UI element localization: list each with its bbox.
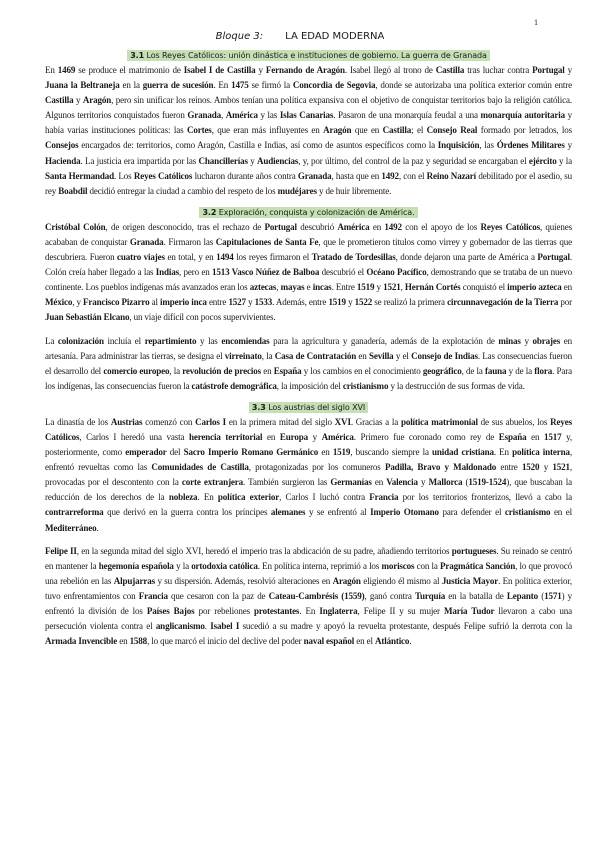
section-title: Exploración, conquista y colonización de América. bbox=[218, 207, 415, 217]
bold-term: incas bbox=[312, 282, 332, 293]
bold-term: Castilla bbox=[45, 95, 74, 106]
bold-term: contrarreforma bbox=[45, 507, 104, 518]
paragraph: La colonización incluía el repartimiento y las encomiendas para la agricultura y ganadería, además de la explotación de minas y obrajes en artesanía. Para administrar las tierras, se designa el virreinato, la Casa de Contratación en Sevilla y el Consejo de Indias. Las consecuencias fueron el desarrollo del comercio europeo, la revolución de precios en España y los cambios en el conocimiento geográfico, de la fauna y de la flora. Para los indígenas, las consecuencias fueron la catástrofe demográfica, la imposición del cristianismo y la destrucción de sus formas de vida. bbox=[45, 335, 573, 391]
bold-term: Castilla bbox=[435, 65, 465, 75]
bold-term: 1519 bbox=[332, 447, 351, 458]
bold-term: Órdenes Militares bbox=[496, 140, 565, 151]
page-number: 1 bbox=[534, 18, 538, 27]
bold-term: Padilla, Bravo y Maldonado bbox=[384, 462, 497, 473]
bold-term: Aragón bbox=[332, 575, 361, 586]
bold-term: 1571 bbox=[544, 590, 562, 601]
bold-term: colonización bbox=[57, 335, 104, 346]
bold-term: naval español bbox=[303, 636, 355, 647]
bold-term: nobleza bbox=[168, 492, 198, 503]
bold-term: Felipe II bbox=[45, 545, 77, 556]
bold-term: México bbox=[45, 297, 73, 308]
bold-term: Mediterráneo bbox=[45, 522, 97, 533]
bold-term: Chancillerías bbox=[198, 155, 248, 166]
paragraph: Felipe II, en la segunda mitad del siglo XVI, heredó el imperio tras la abdicación de su padre, añadiendo territorios portugueses. Su reinado se centró en mantener la hegemonía española y la ortodoxia católica. En política interna, reprimió a los moriscos con la Pragmática Sanción, lo que provocó una rebelión en las Alpujarras y su dispersión. Además, resolvió alteraciones en Aragón eligiendo él mismo al Justicia Mayor. En política exterior, tuvo enfrentamientos con Francia que cesaron con la paz de Cateau-Cambrésis (1559), ganó contra Turquía en la batalla de Lepanto (1571) y enfrentó la división de los Países Bajos por rebeliones protestantes. En Inglaterra, Felipe II y su mujer María Tudor llevaron a cabo una persecución violenta contra el anglicanismo. Isabel I sucedió a su madre y apoyó la revuelta protestante, después Felipe sufrió la derrota con la Armada Invencible en 1588, lo que marcó el inicio del declive del poder naval español en el Atlántico. bbox=[45, 545, 573, 647]
bold-term: flora bbox=[534, 365, 553, 376]
bold-term: Armada Invencible bbox=[45, 636, 118, 647]
bold-term: Atlántico bbox=[374, 636, 410, 647]
bold-term: Granada bbox=[297, 170, 332, 181]
bold-term: Santa Hermandad bbox=[45, 170, 115, 181]
bold-term: España bbox=[498, 431, 527, 442]
bold-term: Aragón bbox=[323, 125, 352, 136]
bold-term: cristianismo bbox=[342, 380, 389, 391]
bold-term: Boabdil bbox=[58, 185, 88, 196]
bold-term: anglicanismo bbox=[155, 621, 205, 632]
bold-term: 1492 bbox=[381, 170, 399, 181]
bold-term: Comunidades de Castilla bbox=[151, 462, 249, 473]
bold-term: 1521 bbox=[552, 462, 570, 473]
bold-term: 1520 bbox=[521, 462, 540, 473]
bold-term: 1527 bbox=[228, 297, 246, 308]
bold-term: corte extranjera bbox=[181, 477, 244, 488]
bold-term: América bbox=[321, 431, 354, 442]
bold-term: Aragón bbox=[82, 95, 112, 106]
bold-term: Austrias bbox=[110, 416, 143, 427]
bold-term: Lepanto bbox=[506, 590, 538, 601]
bold-term: Francia bbox=[369, 492, 399, 503]
bold-term: Francisco Pizarro bbox=[83, 297, 150, 308]
bold-term: Islas Canarias bbox=[279, 110, 334, 121]
bold-term: encomiendas bbox=[221, 335, 270, 346]
document-body bbox=[45, 50, 572, 649]
bold-term: 1519 bbox=[356, 282, 375, 293]
bold-term: fauna bbox=[484, 365, 507, 376]
bold-term: herencia territorial bbox=[188, 431, 263, 442]
section-number: 3.2 bbox=[202, 207, 217, 217]
bold-term: circunnavegación de la Tierra bbox=[447, 297, 559, 308]
bold-term: Consejo de Indias bbox=[411, 350, 478, 361]
bold-term: 1513 Vasco Núñez de Balboa bbox=[211, 267, 320, 278]
bold-term: Europa bbox=[279, 431, 309, 442]
bold-term: Mallorca bbox=[428, 477, 463, 488]
bold-term: monarquía autoritaria bbox=[480, 110, 565, 121]
bold-term: Justicia Mayor bbox=[441, 575, 499, 586]
bold-term: Reyes Católicos bbox=[45, 416, 572, 442]
bold-term: 1533 bbox=[254, 297, 273, 308]
bold-term: Cateau-Cambrésis (1559) bbox=[268, 590, 365, 601]
bold-term: Valencia bbox=[386, 477, 418, 488]
bold-term: Alpujarras bbox=[113, 575, 155, 586]
bold-term: Carlos I bbox=[195, 416, 226, 427]
paragraph: La dinastía de los Austrias comenzó con Carlos I en la primera mitad del siglo XVI. Gracias a la política matrimonial de sus abuelos, los Reyes Católicos, Carlos I heredó una vasta herencia territorial en Europa y América. Primero fue coronado como rey de España en 1517 y, posteriormente, como emperador del Sacro Imperio Romano Germánico en 1519, buscando siempre la unidad cristiana. En política interna, enfrentó revueltas como las Comunidades de Castilla, protagonizadas por los comuneros Padilla, Bravo y Maldonado entre 1520 y 1521, provocadas por el descontento con la corte extranjera. También surgieron las Germanías en Valencia y Mallorca (1519-1524), que buscaban la reducción de los derechos de la nobleza. En política exterior, Carlos I luchó contra Francia por los territorios fronterizos, llevó a cabo la contrarreforma que derivó en la guerra contra los príncipes alemanes y se enfrentó al Imperio Otomano para defender el cristianismo en el Mediterráneo. bbox=[45, 416, 573, 533]
bold-term: mayas bbox=[280, 282, 305, 293]
bold-term: Tratado de Tordesillas bbox=[311, 252, 396, 263]
bold-term: Portugal bbox=[532, 65, 565, 75]
bold-term: Granada bbox=[129, 236, 164, 247]
bold-term: política exterior bbox=[217, 492, 280, 503]
section-heading bbox=[199, 207, 417, 218]
bold-term: XVI bbox=[334, 416, 351, 427]
bold-term: repartimiento bbox=[144, 335, 197, 346]
bold-term: alemanes bbox=[270, 507, 306, 518]
bold-term: Reino Nazarí bbox=[426, 170, 477, 181]
bold-term: Consejos bbox=[45, 140, 79, 151]
bold-term: cristianismo bbox=[504, 507, 551, 518]
bold-term: política interna bbox=[512, 447, 570, 458]
bold-term: Consejo Real bbox=[426, 125, 478, 136]
bloque-label: Bloque 3: bbox=[215, 31, 264, 42]
bold-term: Inquisición bbox=[437, 140, 480, 151]
bold-term: aztecas bbox=[249, 282, 277, 293]
bold-term: Reyes Católicos bbox=[133, 170, 193, 181]
section-number: 3.3 bbox=[251, 402, 266, 412]
section-heading bbox=[127, 50, 490, 61]
bold-term: Portugal bbox=[264, 221, 297, 232]
bold-term: 1494 bbox=[216, 252, 234, 263]
bold-term: obrajes bbox=[532, 335, 561, 346]
bold-term: imperio azteca bbox=[507, 282, 562, 293]
bold-term: Fernando de Aragón bbox=[265, 65, 345, 75]
bold-term: 1588 bbox=[129, 636, 148, 647]
bold-term: hegemonía española bbox=[98, 560, 174, 571]
section-title: Los Reyes Católicos: unión dinástica e instituciones de gobierno. La guerra de Granada bbox=[146, 51, 487, 60]
section-heading bbox=[249, 402, 368, 413]
bold-term: Hernán Cortés bbox=[404, 282, 461, 293]
bold-term: catástrofe demográfica bbox=[191, 380, 277, 391]
bold-term: emperador bbox=[125, 447, 167, 458]
bold-term: América bbox=[337, 221, 370, 232]
bold-term: 1519 bbox=[328, 297, 346, 308]
bold-term: minas bbox=[498, 335, 521, 346]
bold-term: Pragmática Sanción bbox=[440, 560, 516, 571]
bold-term: 1475 bbox=[231, 80, 249, 91]
bold-term: 1522 bbox=[354, 297, 373, 308]
bold-term: Hacienda bbox=[45, 155, 81, 166]
bold-term: Casa de Contratación bbox=[274, 350, 357, 361]
bold-term: Cristóbal Colón bbox=[45, 221, 106, 232]
bold-term: Turquía bbox=[414, 590, 446, 601]
bold-term: Capitulaciones de Santa Fe bbox=[215, 236, 319, 247]
bold-term: América bbox=[225, 110, 258, 121]
bold-term: Granada bbox=[187, 110, 222, 121]
bold-term: 1517 bbox=[544, 431, 562, 442]
bold-term: imperio inca bbox=[160, 297, 207, 308]
bold-term: 1521 bbox=[383, 282, 401, 293]
bold-term: Isabel I bbox=[210, 621, 240, 632]
bold-term: 1519-1524 bbox=[468, 477, 507, 488]
bold-term: unidad cristiana bbox=[432, 447, 494, 458]
bold-term: Inglaterra bbox=[319, 606, 358, 616]
bloque-header bbox=[0, 31, 600, 42]
bold-term: Sevilla bbox=[368, 350, 394, 361]
section-title: Los austrias del siglo XVI bbox=[268, 402, 366, 412]
bold-term: comercio europeo bbox=[103, 365, 170, 376]
bold-term: virreinato bbox=[224, 350, 262, 361]
bold-term: Cortes bbox=[186, 125, 212, 136]
bold-term: Sacro Imperio Romano Germánico bbox=[183, 447, 319, 458]
bold-term: ortodoxia católica bbox=[191, 560, 258, 571]
bold-term: Indias bbox=[155, 267, 180, 278]
bold-term: 1469 bbox=[57, 65, 76, 75]
paragraph: Cristóbal Colón, de origen desconocido, tras el rechazo de Portugal descubrió América en 1492 con el apoyo de los Reyes Católicos, quienes acababan de conquistar Granada. Firmaron las Capitulaciones de Santa Fe, que le prometieron títulos como virrey y gobernador de las tierras que descubriera. Fueron cuatro viajes en total, y en 1494 los reyes firmaron el Tratado de Tordesillas, donde dejaron una parte de América a Portugal. Colón creía haber llegado a las Indias, pero en 1513 Vasco Núñez de Balboa descubrió el Océano Pacífico, demostrando que se trataba de un nuevo continente. Los pueblos indígenas más avanzados eran los aztecas, mayas e incas. Entre 1519 y 1521, Hernán Cortés conquistó el imperio azteca en México, y Francisco Pizarro al imperio inca entre 1527 y 1533. Además, entre 1519 y 1522 se realizó la primera circunnavegación de la Tierra por Juan Sebastián Elcano, un viaje difícil con pocos supervivientes. bbox=[45, 221, 573, 323]
section-number: 3.1 bbox=[130, 51, 145, 60]
bold-term: cuatro viajes bbox=[117, 252, 165, 263]
bold-term: Juana la Beltraneja bbox=[45, 80, 120, 91]
bloque-title: LA EDAD MODERNA bbox=[285, 31, 385, 42]
bold-term: 1492 bbox=[384, 221, 402, 232]
paragraph: En 1469 se produce el matrimonio de Isabel I de Castilla y Fernando de Aragón. Isabel llegó al trono de Castilla tras luchar contra Portugal y Juana la Beltraneja en la guerra de sucesión. En 1475 se firmó la Concordia de Segovia, donde se autorizaba una política exterior común entre Castilla y Aragón, pero sin unificar los reinos. Ambos tenían una política expansiva con el objetivo de conquistar territorios bajo la religión católica. Algunos territorios conquistados fueron Granada, América y las Islas Canarias. Pasaron de una monarquía feudal a una monarquía autoritaria y había varias instituciones políticas: las Cortes, que eran más influyentes en Aragón que en Castilla; el Consejo Real formado por letrados, los Consejos encargados de: territorios, como Aragón, Castilla e Indias, así como de asuntos específicos como la Inquisición, las Órdenes Militares y Hacienda. La justicia era impartida por las Chancillerías y Audiencias, y, por último, del control de la paz y seguridad se encargaban el ejército y la Santa Hermandad. Los Reyes Católicos lucharon durante años contra Granada, hasta que en 1492, con el Reino Nazarí debilitado por el asedio, su rey Boabdil decidió entregar la ciudad a cambio del respeto de los mudéjares y de huir libremente. bbox=[45, 65, 573, 196]
bold-term: protestantes bbox=[254, 606, 300, 616]
bold-term: mudéjares bbox=[277, 185, 317, 196]
bold-term: Juan Sebastián Elcano bbox=[45, 312, 130, 323]
bold-term: revolución de precios bbox=[182, 365, 261, 376]
bold-term: portugueses bbox=[451, 545, 497, 556]
bold-term: Concordia de Segovia bbox=[292, 80, 376, 91]
bold-term: España bbox=[273, 365, 302, 376]
bold-term: Francia bbox=[138, 590, 168, 601]
bold-term: ejército bbox=[528, 155, 557, 166]
bold-term: geográfico bbox=[422, 365, 462, 376]
bold-term: Germanías bbox=[330, 477, 372, 488]
bold-term: María Tudor bbox=[444, 606, 495, 616]
bold-term: política matrimonial bbox=[400, 416, 478, 427]
bold-term: Países Bajos bbox=[146, 606, 195, 616]
bold-term: guerra de sucesión bbox=[142, 80, 214, 91]
bold-term: Castilla bbox=[382, 125, 412, 136]
bold-term: Isabel I de Castilla bbox=[183, 65, 256, 75]
bold-term: Portugal bbox=[537, 252, 570, 263]
bold-term: Audiencias bbox=[257, 155, 299, 166]
bold-term: Océano Pacífico bbox=[366, 267, 427, 278]
bold-term: Imperio Otomano bbox=[370, 507, 439, 518]
bold-term: Reyes Católicos bbox=[480, 221, 540, 232]
bold-term: moriscos bbox=[381, 560, 415, 571]
